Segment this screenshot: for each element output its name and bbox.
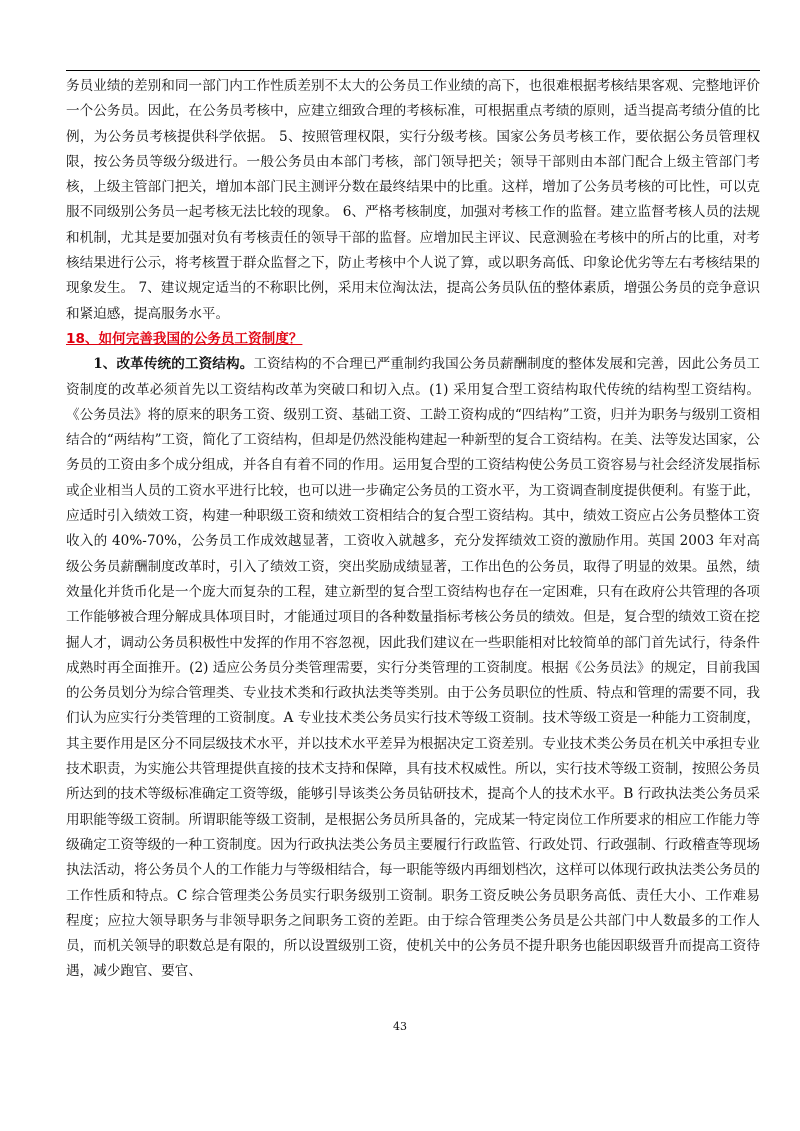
page-content [66, 74, 760, 985]
continuation-paragraph: 务员业绩的差别和同一部门内工作性质差别不太大的公务员工作业绩的高下，也很难根据考核结果客观、完整地评价一个公务员。因此，在公务员考核中，应建立细致合理的考核标准，可根据重点考绩的原则，适当提高考绩分值的比例，为公务员考核提供科学依据。 5、按照管理权限，实行分级考核。国家公务员考核工作，要依据公务员管理权限，按公务员等级分级进行。一般公务员由本部门考核，部门领导把关；领导干部则由本部门配合上级主管部门考核，上级主管部门把关，增加本部门民主测评分数在最终结果中的比重。这样，增加了公务员考核的可比性，可以克服不同级别公务员一起考核无法比较的现象。 6、严格考核制度，加强对考核工作的监督。建立监督考核人员的法规和机制，尤其是要加强对负有考核责任的领导干部的监督。应增加民主评议、民意测验在考核中的所占的比重，对考核结果进行公示，将考核置于群众监督之下，防止考核中个人说了算，或以职务高低、印象论优劣等左右考核结果的现象发生。 7、建议规定适当的不称职比例，采用末位淘汰法，提高公务员队伍的整体素质，增强公务员的竞争意识和紧迫感，提高服务水平。 [66, 78, 760, 322]
section-lead: 1、改革传统的工资结构。 [93, 356, 254, 373]
page-number: 43 [393, 1020, 407, 1033]
section-body: 工资结构的不合理已严重制约我国公务员薪酬制度的整体发展和完善，因此公务员工资制度的改革必须首先以工资结构改革为突破口和切入点。(1) 采用复合型工资结构取代传统的结构型工资结构。《公务员法》将的原来的职务工资、级别工资、基础工资、工龄工资构成的“四结构”工资，归并为职务与级别工资相结合的“两结构”工资，简化了工资结构，但却是仍然没能构建起一种新型的复合工资结构。在美、法等发达国家，公务员的工资由多个成分组成，并各自有着不同的作用。运用复合型的工资结构使公务员工资容易与社会经济发展指标或企业相当人员的工资水平进行比较，也可以进一步确定公务员的工资水平，为工资调查制度提供便利。有鉴于此，应适时引入绩效工资，构建一种职级工资和绩效工资相结合的复合型工资结构。其中，绩效工资应占公务员整体工资收入的 40%-70%，公务员工作成效越显著，工资收入就越多，充分发挥绩效工资的激励作用。英国 2003 年对高级公务员薪酬制度改革时，引入了绩效工资，突出奖励成绩显著，工作出色的公务员，取得了明显的效果。虽然，绩效量化并货币化是一个庞大而复杂的工程，建立新型的复合型工资结构也存在一定困难，只有在政府公共管理的各项工作能够被合理分解成具体项目时，才能通过项目的各种数量指标考核公务员的绩效。但是，复合型的绩效工资在挖掘人才，调动公务员积极性中发挥的作用不容忽视，因此我们建议在一些职能相对比较简单的部门首先试行，待条件成熟时再全面推开。(2) 适应公务员分类管理需要，实行分类管理的工资制度。根据《公务员法》的规定，目前我国的公务员划分为综合管理类、专业技术类和行政执法类等类别。由于公务员职位的性质、特点和管理的需要不同，我们认为应实行分类管理的工资制度。A 专业技术类公务员实行技术等级工资制。技术等级工资是一种能力工资制度，其主要作用是区分不同层级技术水平，并以技术水平差异为根据决定工资差别。专业技术类公务员在机关中承担专业技术职责，为实施公共管理提供直接的技术支持和保障，具有技术权威性。所以，实行技术等级工资制，按照公务员所达到的技术等级标准确定工资等级，能够引导该类公务员钻研技术，提高个人的技术水平。B 行政执法类公务员采用职能等级工资制。所谓职能等级工资制，是根据公务员所具备的，完成某一特定岗位工作所要求的相应工作能力等级确定工资等级的一种工资制度。因为行政执法类公务员主要履行行政监管、行政处罚、行政强制、行政稽查等现场执法活动，将公务员个人的工作能力与等级相结合，每一职能等级内再细划档次，这样可以体现行政执法类公务员的工作性质和特点。C 综合管理类公务员实行职务级别工资制。职务工资反映公务员职务高低、责任大小、工作难易程度；应拉大领导职务与非领导职务之间职务工资的差距。由于综合管理类公务员是公共部门中人数最多的工作人员，而机关领导的职数总是有限的，所以设置级别工资，使机关中的公务员不提升职务也能因职级晋升而提高工资待遇，减少跑官、要官、 [66, 356, 760, 980]
header-rule [66, 70, 760, 71]
question-heading: 18、如何完善我国的公务员工资制度？ [66, 330, 303, 347]
section-paragraph [66, 352, 760, 984]
